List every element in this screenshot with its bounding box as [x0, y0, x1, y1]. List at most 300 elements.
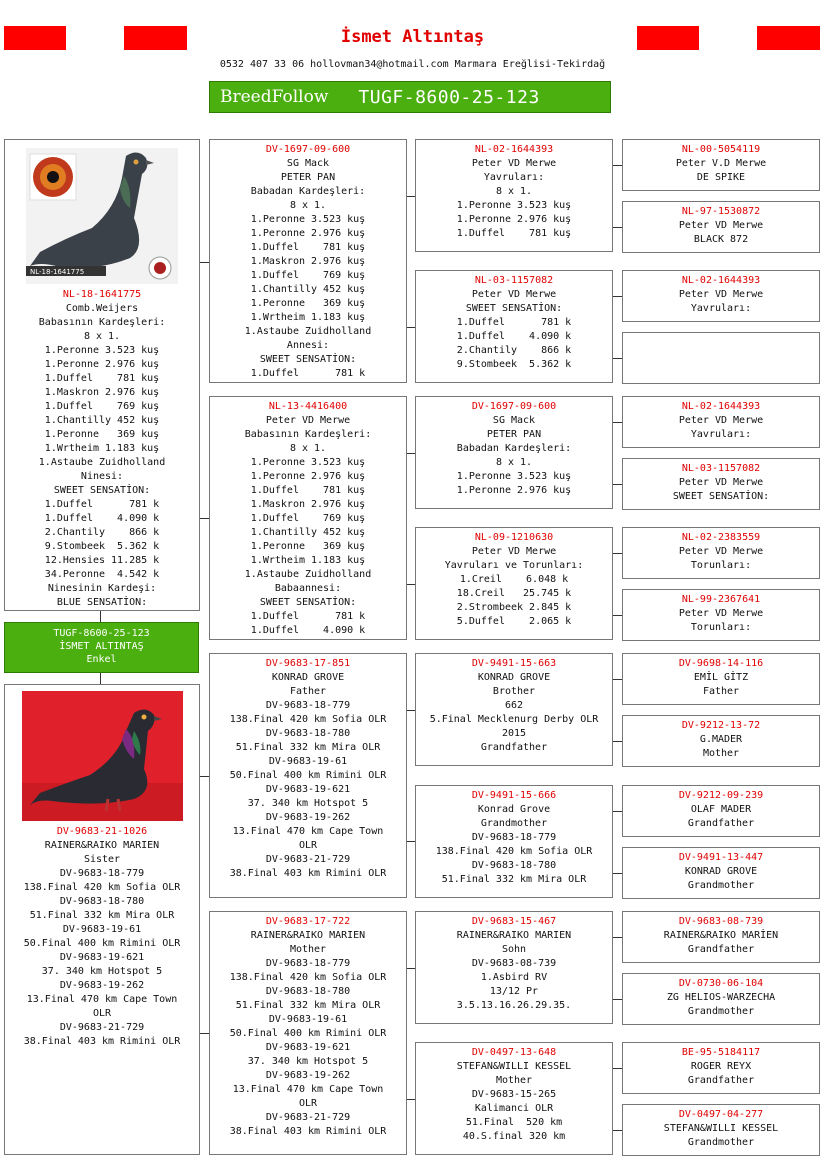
- pedigree-line: 38.Final 403 km Rimini OLR: [23, 1036, 181, 1047]
- pedigree-line: Torunları:: [690, 622, 752, 633]
- gen4-card-16: [622, 1104, 820, 1156]
- pedigree-line: 1.Peronne 2.976 kuş: [250, 471, 366, 482]
- pedigree-line: Mother: [495, 1075, 533, 1086]
- connector: [407, 841, 415, 842]
- connector: [407, 584, 415, 585]
- dam-sire-card: [209, 653, 407, 898]
- pedigree-line: 2.Strombeek 2.845 k: [456, 602, 572, 613]
- ring-number: NL-18-1641775: [62, 289, 142, 300]
- pedigree-line: 50.Final 400 km Rimini OLR: [229, 1028, 387, 1039]
- contact-line: 0532 407 33 06 hollovman34@hotmail.com Marmara Ereğlisi-Tekirdağ: [219, 59, 606, 70]
- ring-number: DV-9491-13-447: [678, 852, 764, 863]
- dam-sire-text: [210, 657, 406, 881]
- pedigree-line: 1.Duffel 781 kuş: [44, 373, 160, 384]
- pedigree-line: 1.Wrtheim 1.183 kuş: [250, 312, 366, 323]
- connector: [407, 710, 415, 711]
- gen4-text-9: [623, 657, 819, 699]
- pedigree-line: 8 x 1.: [289, 443, 327, 454]
- pedigree-line: Grandfather: [687, 944, 755, 955]
- connector: [613, 741, 622, 742]
- pedigree-line: EMİL GİTZ: [693, 672, 749, 683]
- pedigree-line: KONRAD GROVE: [271, 672, 345, 683]
- pedigree-line: 1.Maskron 2.976 kuş: [250, 499, 366, 510]
- pedigree-line: ROGER REYX: [690, 1061, 752, 1072]
- pedigree-line: 1.Astaube Zuidholland: [38, 457, 166, 468]
- pedigree-line: Peter VD Merwe: [471, 158, 557, 169]
- pedigree-line: Babadan Kardeşleri:: [456, 443, 572, 454]
- pedigree-line: 1.Wrtheim 1.183 kuş: [250, 555, 366, 566]
- pedigree-line: DV-9683-18-780: [265, 728, 351, 739]
- gen4-card-7: [622, 527, 820, 579]
- connector: [407, 327, 415, 328]
- gen4-text-3: [623, 274, 819, 316]
- gen4-card-5: [622, 396, 820, 448]
- pedigree-line: Peter V.D Merwe: [675, 158, 767, 169]
- pedigree-line: 1.Duffel 781 kuş: [250, 242, 366, 253]
- ring-number: DV-9491-15-666: [471, 790, 557, 801]
- gen4-text-16: [623, 1108, 819, 1150]
- breedfollow-banner: [209, 81, 611, 113]
- pedigree-line: RAINER&RAIKO MARİEN: [663, 930, 779, 941]
- gen4-text-6: [623, 462, 819, 504]
- pedigree-line: RAINER&RAIKO MARIEN: [250, 930, 366, 941]
- pedigree-line: 51.Final 332 km Mira OLR: [235, 742, 381, 753]
- pedigree-line: Sister: [83, 854, 121, 865]
- pedigree-line: 1.Wrtheim 1.183 kuş: [44, 443, 160, 454]
- pedigree-line: İSMET ALTINTAŞ: [59, 641, 144, 652]
- ring-number: DV-0497-04-277: [678, 1109, 764, 1120]
- connector: [407, 1099, 415, 1100]
- gen4-text-1: [623, 143, 819, 185]
- owner-name: İsmet Altıntaş: [340, 27, 485, 47]
- connector: [407, 196, 415, 197]
- pedigree-line: 1.Duffel 4.090 k: [250, 625, 366, 636]
- ring-number: NL-02-1644393: [681, 401, 761, 412]
- pedigree-line: Babasının Kardeşleri:: [38, 317, 166, 328]
- ring-number: DV-0730-06-104: [678, 978, 764, 989]
- gen4-text-11: [623, 789, 819, 831]
- pedigree-line: Brother: [492, 686, 536, 697]
- pedigree-line: SWEET SENSATİON:: [465, 303, 563, 314]
- pedigree-line: 1.Peronne 369 kuş: [250, 541, 366, 552]
- pedigree-line: 1.Peronne 3.523 kuş: [44, 345, 160, 356]
- pedigree-line: 1.Peronne 2.976 kuş: [456, 214, 572, 225]
- ring-number: TUGF-8600-25-123: [53, 628, 150, 639]
- pedigree-line: 1.Duffel 781 k: [250, 368, 366, 379]
- pedigree-line: Grandfather: [687, 1075, 755, 1086]
- pedigree-line: Kalimanci OLR: [474, 1103, 554, 1114]
- connector: [613, 227, 622, 228]
- gen4-card-14: [622, 973, 820, 1025]
- pedigree-line: PETER PAN: [280, 172, 336, 183]
- pedigree-line: 1.Peronne 3.523 kuş: [456, 200, 572, 211]
- pedigree-line: DV-9683-19-262: [59, 980, 145, 991]
- pedigree-line: Sohn: [501, 944, 527, 955]
- sire-dam-card: [209, 396, 407, 640]
- pedigree-line: Grandmother: [687, 880, 755, 891]
- connector: [613, 615, 622, 616]
- pedigree-line: 5.Duffel 2.065 k: [456, 616, 572, 627]
- pedigree-line: DV-9683-19-621: [265, 1042, 351, 1053]
- pedigree-line: ZG HELIOS-WARZECHA: [666, 992, 776, 1003]
- ring-number: DV-9212-09-239: [678, 790, 764, 801]
- gen4-text-12: [623, 851, 819, 893]
- pedigree-line: G.MADER: [699, 734, 743, 745]
- connector: [613, 811, 622, 812]
- ring-number: NL-13-4416400: [268, 401, 348, 412]
- gen4-card-6: [622, 458, 820, 510]
- dam-dam-card: [209, 911, 407, 1155]
- pedigree-line: 1.Chantilly 452 kuş: [250, 284, 366, 295]
- pedigree-line: OLR: [298, 840, 318, 851]
- pedigree-line: Yavruları:: [690, 303, 752, 314]
- pedigree-line: Yavruları:: [690, 429, 752, 440]
- connector: [100, 673, 101, 684]
- pedigree-line: 1.Duffel 4.090 k: [44, 513, 160, 524]
- ds-sire-card: [415, 653, 613, 766]
- pedigree-line: DV-9683-18-779: [265, 700, 351, 711]
- pedigree-line: 1.Duffel 769 kuş: [250, 270, 366, 281]
- gen4-card-15: [622, 1042, 820, 1094]
- pedigree-line: 1.Duffel 781 kuş: [456, 228, 572, 239]
- pedigree-line: Father: [702, 686, 740, 697]
- pedigree-line: 1.Duffel 4.090 k: [456, 331, 572, 342]
- breedfollow-brand: BreedFollow: [220, 87, 329, 107]
- gen4-text-14: [623, 977, 819, 1019]
- ds-sire-text: [416, 657, 612, 755]
- pedigree-line: RAINER&RAIKO MARIEN: [44, 840, 160, 851]
- pedigree-line: 1.Peronne 2.976 kuş: [250, 228, 366, 239]
- ring-number: DV-9683-21-1026: [56, 826, 148, 837]
- dd-dam-card: [415, 1042, 613, 1155]
- pedigree-line: Peter VD Merwe: [471, 289, 557, 300]
- connector: [613, 553, 622, 554]
- pedigree-line: DE SPIKE: [696, 172, 746, 183]
- pedigree-line: Babadan Kardeşleri:: [250, 186, 366, 197]
- sire-text: [5, 288, 199, 610]
- pedigree-line: 1.Astaube Zuidholland: [244, 326, 372, 337]
- sd-sire-card: [415, 396, 613, 509]
- pedigree-line: SWEET SENSATİON:: [259, 597, 357, 608]
- pedigree-line: 9.Stombeek 5.362 k: [44, 541, 160, 552]
- dam-photo: [22, 691, 183, 821]
- ring-number: DV-9491-15-663: [471, 658, 557, 669]
- pedigree-line: DV-9683-21-729: [59, 1022, 145, 1033]
- pedigree-line: 1.Chantilly 452 kuş: [44, 415, 160, 426]
- pedigree-line: DV-9683-19-61: [268, 1014, 348, 1025]
- gen4-text-13: [623, 915, 819, 957]
- connector: [200, 776, 209, 777]
- pedigree-line: 40.S.final 320 km: [462, 1131, 566, 1142]
- pedigree-line: Enkel: [86, 654, 117, 665]
- ring-number: DV-0497-13-648: [471, 1047, 557, 1058]
- pedigree-line: 1.Duffel 769 kuş: [250, 513, 366, 524]
- pedigree-line: KONRAD GROVE: [477, 672, 551, 683]
- pedigree-line: Mother: [702, 748, 740, 759]
- pedigree-line: 13.Final 470 km Cape Town: [26, 994, 178, 1005]
- pedigree-line: 1.Peronne 2.976 kuş: [44, 359, 160, 370]
- connector: [200, 262, 209, 263]
- pedigree-line: 1.Peronne 3.523 kuş: [456, 471, 572, 482]
- sire-photo: [26, 148, 178, 284]
- pedigree-line: SG Mack: [492, 415, 536, 426]
- pedigree-line: Grandfather: [687, 818, 755, 829]
- pedigree-line: 1.Maskron 2.976 kuş: [44, 387, 160, 398]
- pedigree-line: 138.Final 420 km Sofia OLR: [23, 882, 181, 893]
- subject-text: [5, 627, 198, 666]
- svg-text:NL-18-1641775: NL-18-1641775: [30, 268, 85, 276]
- gen4-text-15: [623, 1046, 819, 1088]
- pedigree-line: BLACK 872: [693, 234, 749, 245]
- gen4-card-8: [622, 589, 820, 641]
- pedigree-line: 38.Final 403 km Rimini OLR: [229, 1126, 387, 1137]
- connector: [407, 453, 415, 454]
- pedigree-line: DV-9683-18-779: [471, 832, 557, 843]
- pedigree-line: STEFAN&WILLI KESSEL: [663, 1123, 779, 1134]
- gen4-text-5: [623, 400, 819, 442]
- pedigree-line: KONRAD GROVE: [684, 866, 758, 877]
- pedigree-line: 1.Duffel 769 kuş: [44, 401, 160, 412]
- pedigree-line: 2.Chantily 866 k: [44, 527, 160, 538]
- pedigree-line: 37. 340 km Hotspot 5: [247, 1056, 369, 1067]
- connector: [613, 484, 622, 485]
- pedigree-line: Peter VD Merwe: [678, 220, 764, 231]
- pedigree-line: Annesi:: [286, 340, 330, 351]
- pedigree-line: DV-9683-19-61: [268, 756, 348, 767]
- pedigree-line: 34.Peronne 4.542 k: [44, 569, 160, 580]
- pedigree-line: 51.Final 520 km: [465, 1117, 563, 1128]
- ds-dam-card: [415, 785, 613, 898]
- ring-number: NL-02-1644393: [474, 144, 554, 155]
- pedigree-line: DV-9683-18-780: [59, 896, 145, 907]
- pedigree-line: 13/12 Pr: [489, 986, 539, 997]
- pedigree-line: DV-9683-18-779: [59, 868, 145, 879]
- pedigree-line: DV-9683-19-262: [265, 812, 351, 823]
- pedigree-line: 18.Creil 25.745 k: [456, 588, 572, 599]
- pedigree-line: 3.5.13.16.26.29.35.: [456, 1000, 572, 1011]
- gen4-text-10: [623, 719, 819, 761]
- pedigree-line: 1.Asbird RV: [480, 972, 548, 983]
- pedigree-line: BLUE SENSATİON:: [56, 597, 148, 608]
- sire-sire-text: [210, 143, 406, 381]
- pedigree-line: 8 x 1.: [495, 186, 533, 197]
- connector: [100, 611, 101, 622]
- pedigree-line: Babasının Kardeşleri:: [244, 429, 372, 440]
- pedigree-line: 138.Final 420 km Sofia OLR: [435, 846, 593, 857]
- pedigree-line: Father: [289, 686, 327, 697]
- pedigree-line: Peter VD Merwe: [678, 477, 764, 488]
- pedigree-line: 1.Peronne 2.976 kuş: [456, 485, 572, 496]
- connector: [613, 1068, 622, 1069]
- pedigree-line: 1.Chantilly 452 kuş: [250, 527, 366, 538]
- pedigree-line: Grandmother: [687, 1006, 755, 1017]
- sire-dam-text: [210, 400, 406, 638]
- pedigree-line: OLAF MADER: [690, 804, 752, 815]
- ss-dam-text: [416, 274, 612, 372]
- pedigree-line: 8 x 1.: [495, 457, 533, 468]
- pedigree-line: 12.Hensies 11.285 k: [44, 555, 160, 566]
- ring-number: BE-95-5184117: [681, 1047, 761, 1058]
- gen4-card-13: [622, 911, 820, 963]
- ss-sire-card: [415, 139, 613, 252]
- pedigree-line: Comb.Weijers: [65, 303, 139, 314]
- pedigree-line: 51.Final 332 km Mira OLR: [29, 910, 175, 921]
- dd-sire-text: [416, 915, 612, 1013]
- connector: [613, 422, 622, 423]
- ss-sire-text: [416, 143, 612, 241]
- pedigree-line: DV-9683-18-780: [471, 860, 557, 871]
- pedigree-line: 1.Duffel 781 k: [250, 611, 366, 622]
- pedigree-line: 8 x 1.: [83, 331, 121, 342]
- ring-code: TUGF-8600-25-123: [358, 86, 540, 108]
- ring-number: NL-02-2383559: [681, 532, 761, 543]
- pedigree-line: OLR: [298, 1098, 318, 1109]
- pedigree-line: Peter VD Merwe: [678, 289, 764, 300]
- pedigree-line: DV-9683-19-621: [59, 952, 145, 963]
- pedigree-line: SG Mack: [286, 158, 330, 169]
- gen4-card-1: [622, 139, 820, 191]
- pedigree-line: Peter VD Merwe: [678, 415, 764, 426]
- ring-number: NL-09-1210630: [474, 532, 554, 543]
- pedigree-line: 8 x 1.: [289, 200, 327, 211]
- pedigree-line: 1.Peronne 3.523 kuş: [250, 214, 366, 225]
- pedigree-line: Peter VD Merwe: [678, 608, 764, 619]
- sire-card: [4, 139, 200, 611]
- connector: [613, 937, 622, 938]
- gen4-card-10: [622, 715, 820, 767]
- pedigree-line: 1.Peronne 369 kuş: [250, 298, 366, 309]
- pedigree-line: DV-9683-08-739: [471, 958, 557, 969]
- pedigree-line: 1.Maskron 2.976 kuş: [250, 256, 366, 267]
- pedigree-line: STEFAN&WILLI KESSEL: [456, 1061, 572, 1072]
- pedigree-line: 1.Duffel 781 k: [456, 317, 572, 328]
- gen4-card-2: [622, 201, 820, 253]
- pedigree-line: 662: [504, 700, 524, 711]
- pedigree-line: Ninesi:: [80, 471, 124, 482]
- ss-dam-card: [415, 270, 613, 383]
- pedigree-line: Mother: [289, 944, 327, 955]
- pedigree-line: 13.Final 470 km Cape Town: [232, 1084, 384, 1095]
- sd-sire-text: [416, 400, 612, 498]
- pedigree-line: Grandfather: [480, 742, 548, 753]
- pedigree-line: Peter VD Merwe: [265, 415, 351, 426]
- gen4-card-3: [622, 270, 820, 322]
- pedigree-line: Yavruları ve Torunları:: [444, 560, 584, 571]
- pedigree-line: 2.Chantily 866 k: [456, 345, 572, 356]
- ring-number: DV-1697-09-600: [265, 144, 351, 155]
- connector: [613, 873, 622, 874]
- pedigree-line: 13.Final 470 km Cape Town: [232, 826, 384, 837]
- pedigree-line: PETER PAN: [486, 429, 542, 440]
- ring-number: NL-03-1157082: [474, 275, 554, 286]
- pedigree-line: 50.Final 400 km Rimini OLR: [23, 938, 181, 949]
- pedigree-line: 50.Final 400 km Rimini OLR: [229, 770, 387, 781]
- pedigree-line: 1.Peronne 369 kuş: [44, 429, 160, 440]
- pedigree-line: 9.Stombeek 5.362 k: [456, 359, 572, 370]
- pedigree-line: SWEET SENSATİON:: [53, 485, 151, 496]
- connector: [613, 358, 622, 359]
- gen4-text-7: [623, 531, 819, 573]
- pedigree-line: 37. 340 km Hotspot 5: [41, 966, 163, 977]
- pedigree-line: Konrad Grove: [477, 804, 551, 815]
- connector: [613, 679, 622, 680]
- connector: [407, 968, 415, 969]
- pedigree-line: RAINER&RAIKO MARIEN: [456, 930, 572, 941]
- pedigree-line: Yavruları:: [483, 172, 545, 183]
- ring-number: NL-02-1644393: [681, 275, 761, 286]
- pedigree-line: DV-9683-18-780: [265, 986, 351, 997]
- sd-dam-text: [416, 531, 612, 629]
- ring-number: DV-9212-13-72: [681, 720, 761, 731]
- gen4-card-12: [622, 847, 820, 899]
- ring-number: NL-03-1157082: [681, 463, 761, 474]
- pedigree-line: 1.Peronne 3.523 kuş: [250, 457, 366, 468]
- dd-dam-text: [416, 1046, 612, 1144]
- pedigree-line: 1.Duffel 781 kuş: [250, 485, 366, 496]
- connector: [613, 1130, 622, 1131]
- ring-number: NL-97-1530872: [681, 206, 761, 217]
- connector: [200, 518, 209, 519]
- connector: [613, 999, 622, 1000]
- dd-sire-card: [415, 911, 613, 1024]
- pedigree-line: 1.Duffel 781 k: [44, 499, 160, 510]
- gen4-card-11: [622, 785, 820, 837]
- pedigree-line: 2015: [501, 728, 527, 739]
- pedigree-line: 38.Final 403 km Rimini OLR: [229, 868, 387, 879]
- pedigree-line: 37. 340 km Hotspot 5: [247, 798, 369, 809]
- pedigree-line: SWEET SENSATİON:: [259, 354, 357, 365]
- pedigree-line: Babaannesi:: [274, 583, 342, 594]
- connector: [613, 165, 622, 166]
- pedigree-line: DV-9683-15-265: [471, 1089, 557, 1100]
- pedigree-line: DV-9683-19-262: [265, 1070, 351, 1081]
- pedigree-line: 51.Final 332 km Mira OLR: [441, 874, 587, 885]
- pedigree-line: DV-9683-21-729: [265, 1112, 351, 1123]
- connector: [613, 296, 622, 297]
- pedigree-line: DV-9683-18-779: [265, 958, 351, 969]
- ds-dam-text: [416, 789, 612, 887]
- ring-number: DV-9683-08-739: [678, 916, 764, 927]
- gen4-text-8: [623, 593, 819, 635]
- ring-number: NL-00-5054119: [681, 144, 761, 155]
- ring-number: DV-1697-09-600: [471, 401, 557, 412]
- sire-sire-card: [209, 139, 407, 383]
- pedigree-line: Ninesinin Kardeşi:: [47, 583, 157, 594]
- pedigree-line: Torunları:: [690, 560, 752, 571]
- pedigree-line: 1.Creil 6.048 k: [459, 574, 569, 585]
- sd-dam-card: [415, 527, 613, 640]
- pedigree-line: Peter VD Merwe: [678, 546, 764, 557]
- pedigree-line: 51.Final 332 km Mira OLR: [235, 1000, 381, 1011]
- connector: [200, 1033, 209, 1034]
- pedigree-line: 5.Final Mecklenurg Derby OLR: [429, 714, 599, 725]
- subject-card: [4, 622, 199, 673]
- pedigree-line: 1.Astaube Zuidholland: [244, 569, 372, 580]
- gen4-card-4: [622, 332, 820, 384]
- pedigree-line: DV-9683-21-729: [265, 854, 351, 865]
- pedigree-line: 138.Final 420 km Sofia OLR: [229, 714, 387, 725]
- pedigree-line: Grandmother: [687, 1137, 755, 1148]
- ring-number: DV-9698-14-116: [678, 658, 764, 669]
- pedigree-line: Grandmother: [480, 818, 548, 829]
- ring-number: DV-9683-15-467: [471, 916, 557, 927]
- gen4-text-2: [623, 205, 819, 247]
- dam-card: [4, 684, 200, 1155]
- pedigree-line: OLR: [92, 1008, 112, 1019]
- pedigree-line: SWEET SENSATİON:: [672, 491, 770, 502]
- gen4-card-9: [622, 653, 820, 705]
- ring-number: NL-99-2367641: [681, 594, 761, 605]
